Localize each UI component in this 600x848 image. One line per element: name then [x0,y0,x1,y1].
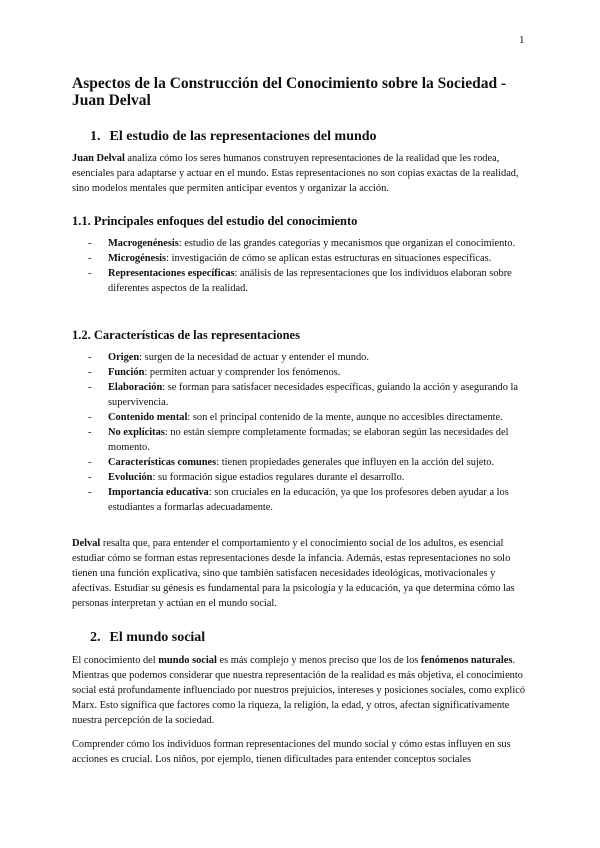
list-item [88,455,528,470]
dash-bullet-icon: - [88,427,92,438]
list-item [88,425,528,455]
dash-bullet-icon: - [88,268,92,279]
bold-text: mundo social [158,655,217,666]
section-2-heading [90,630,205,646]
dash-bullet-icon: - [88,487,92,498]
item-label: Origen [108,352,140,363]
dash-bullet-icon: - [88,457,92,468]
dash-bullet-icon: - [88,238,92,249]
item-text: : son cruciales en la educación, ya que los profesores deben ayudar a los estudiantes a formarlas adecuadamente. [108,487,509,513]
item-label: Evolución [108,472,153,483]
item-label: Macrogenénesis [108,238,179,249]
item-text: : su formación sigue estadios regulares durante el desarrollo. [152,472,405,483]
item-text: : investigación de cómo se aplican estas estructuras en situaciones específicas. [166,253,492,264]
dash-bullet-icon: - [88,352,92,363]
bold-text: Delval [72,538,101,549]
list-item [88,380,528,410]
item-label: Representaciones específicas [108,268,235,279]
item-text: : se forman para satisfacer necesidades específicas, guiando la acción y asegurando la supervivencia. [108,382,518,408]
item-text: : tienen propiedades generales que influyen en la acción del sujeto. [216,457,495,468]
item-text: : son el principal contenido de la mente, aunque no accesibles directamente. [187,412,503,423]
item-text: : estudio de las grandes categorías y mecanismos que organizan el conocimiento. [178,238,516,249]
delval-paragraph [72,536,534,611]
dash-bullet-icon: - [88,412,92,423]
section-1-paragraph [72,151,534,196]
dash-bullet-icon: - [88,253,92,264]
item-text: : permiten actuar y comprender los fenómenos. [144,367,341,378]
list-item [88,251,528,266]
dash-bullet-icon: - [88,472,92,483]
section-number: 1. [90,129,101,144]
dash-bullet-icon: - [88,382,92,393]
approaches-list [88,236,528,296]
item-label: Función [108,367,145,378]
dash-bullet-icon: - [88,367,92,378]
item-text: : análisis de las representaciones que los individuos elaboran sobre diferentes aspectos de la realidad. [108,268,512,294]
list-item [88,485,528,515]
bold-text: fenómenos naturales [420,655,513,666]
bold-text: Juan Delval [72,153,125,164]
text-run: . Mientras que podemos considerar que nuestra representación de la realidad es más objetiva, el conocimiento social está profundamente influenciado por nuestros prejuicios, intereses y posiciones sociales, como explicó Marx. Esto significa que factores como la riqueza, la religión, la edad, y otros, afectan significativamente nuestra percepción de la sociedad. [72,655,526,726]
item-label: Importancia educativa [108,487,209,498]
comprehension-paragraph [72,737,534,767]
list-item [88,410,528,425]
list-item [88,470,528,485]
section-1-2-heading: 1.2. Características de las representaciones [72,328,300,342]
list-item [88,266,528,296]
item-text: : surgen de la necesidad de actuar y entender el mundo. [139,352,369,363]
section-title: El estudio de las representaciones del mundo [109,129,377,144]
item-label: Contenido mental [108,412,188,423]
text-run: Comprender cómo los individuos forman representaciones del mundo social y cómo estas influyen en sus acciones es crucial. Los niños, por ejemplo, tienen dificultades para entender conceptos sociales [72,739,511,765]
list-item [88,236,528,251]
section-1-heading [90,129,377,145]
characteristics-list [88,350,528,515]
item-label: Microgénesis [108,253,167,264]
text-run: resalta que, para entender el comportamiento y el conocimiento social de los adultos, es esencial estudiar cómo se forman estas representaciones desde la infancia. Además, estas representaciones no solo tienen una función explicativa, sino que también satisfacen necesidades ideológicas, motivacionales y afectivas. Estudiar su génesis es fundamental para la psicología y la educación, ya que determina cómo las personas interpretan y actúan en el mundo social. [72,538,515,609]
item-label: Características comunes [108,457,217,468]
section-1-1-heading: 1.1. Principales enfoques del estudio del conocimiento [72,214,358,228]
section-title: El mundo social [109,630,206,645]
text-run: es más complejo y menos preciso que los de los [216,655,421,666]
text-run: analiza cómo los seres humanos construyen representaciones de la realidad que les rodea, esenciales para adaptarse y actuar en el mundo. Estas representaciones no son copias exactas de la realidad, sino modelos mentales que permiten anticipar eventos y organizar la acción. [72,153,519,194]
list-item [88,365,528,380]
text-run: El conocimiento del [72,655,159,666]
item-label: No explícitas [108,427,165,438]
list-item [88,350,528,365]
item-text: : no están siempre completamente formadas; se elaboran según las necesidades del momento. [108,427,509,453]
page-number: 1 [519,34,525,46]
document-title: Aspectos de la Construcción del Conocimiento sobre la Sociedad - Juan Delval [72,75,507,109]
section-number: 2. [90,630,101,645]
item-label: Elaboración [108,382,163,393]
social-world-paragraph [72,653,534,728]
